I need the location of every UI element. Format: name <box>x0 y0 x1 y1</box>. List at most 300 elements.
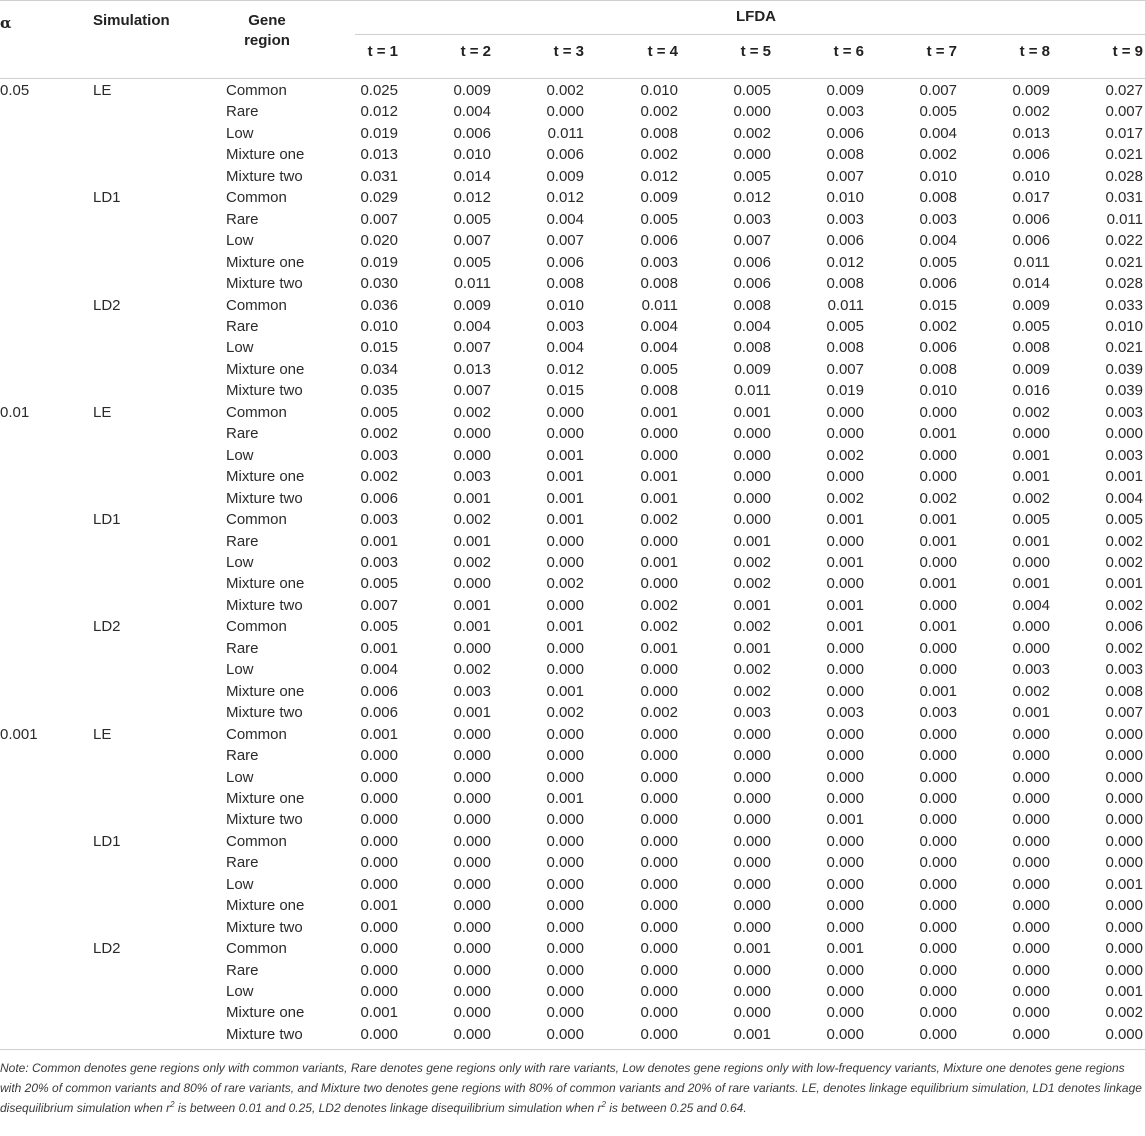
cell-value-t8: 0.008 <box>1012 339 1050 357</box>
cell-simulation: LE <box>93 725 112 743</box>
cell-value-t8: 0.000 <box>1012 768 1050 786</box>
cell-value-t1: 0.031 <box>360 167 398 185</box>
cell-value-t8: 0.006 <box>1012 146 1050 164</box>
cell-value-t9: 0.039 <box>1105 360 1143 378</box>
table-body <box>0 80 1145 1045</box>
cell-value-t7: 0.000 <box>919 983 957 1001</box>
cell-value-t6: 0.000 <box>826 854 864 872</box>
cell-value-t9: 0.003 <box>1105 403 1143 421</box>
header-t-8: t = 8 <box>1019 43 1050 60</box>
cell-value-t6: 0.002 <box>826 446 864 464</box>
cell-value-t3: 0.001 <box>546 468 584 486</box>
cell-gene-region: Rare <box>226 747 259 765</box>
cell-value-t9: 0.001 <box>1105 875 1143 893</box>
table-row <box>0 595 1145 616</box>
cell-value-t2: 0.007 <box>453 382 491 400</box>
cell-value-t4: 0.001 <box>640 639 678 657</box>
cell-value-t2: 0.000 <box>453 575 491 593</box>
cell-value-t2: 0.000 <box>453 940 491 958</box>
cell-value-t5: 0.000 <box>733 983 771 1001</box>
cell-value-t7: 0.000 <box>919 639 957 657</box>
cell-value-t6: 0.000 <box>826 575 864 593</box>
cell-value-t6: 0.000 <box>826 897 864 915</box>
cell-value-t3: 0.000 <box>546 725 584 743</box>
cell-value-t4: 0.000 <box>640 983 678 1001</box>
cell-value-t1: 0.003 <box>360 553 398 571</box>
header-divider <box>355 34 1145 35</box>
cell-gene-region: Rare <box>226 425 259 443</box>
cell-value-t6: 0.000 <box>826 1004 864 1022</box>
cell-gene-region: Mixture one <box>226 146 305 164</box>
cell-value-t7: 0.001 <box>919 618 957 636</box>
table-row <box>0 80 1145 101</box>
cell-value-t4: 0.000 <box>640 1004 678 1022</box>
cell-value-t8: 0.000 <box>1012 832 1050 850</box>
cell-value-t7: 0.001 <box>919 425 957 443</box>
cell-value-t4: 0.000 <box>640 747 678 765</box>
cell-value-t9: 0.011 <box>1106 210 1143 228</box>
cell-value-t6: 0.011 <box>827 296 864 314</box>
cell-value-t6: 0.000 <box>826 639 864 657</box>
cell-value-t1: 0.006 <box>360 704 398 722</box>
cell-value-t6: 0.000 <box>826 875 864 893</box>
cell-value-t7: 0.000 <box>919 468 957 486</box>
cell-gene-region: Mixture two <box>226 811 303 829</box>
cell-value-t5: 0.001 <box>733 532 771 550</box>
cell-value-t9: 0.001 <box>1105 468 1143 486</box>
cell-value-t3: 0.003 <box>546 317 584 335</box>
cell-value-t2: 0.000 <box>453 639 491 657</box>
cell-value-t2: 0.004 <box>453 317 491 335</box>
table-row <box>0 187 1145 208</box>
cell-value-t5: 0.000 <box>733 897 771 915</box>
cell-gene-region: Low <box>226 661 254 679</box>
cell-value-t3: 0.001 <box>546 511 584 529</box>
cell-value-t9: 0.021 <box>1105 146 1143 164</box>
cell-value-t2: 0.009 <box>453 82 491 99</box>
cell-value-t7: 0.000 <box>919 553 957 571</box>
cell-value-t4: 0.000 <box>640 811 678 829</box>
header-t-6: t = 6 <box>833 43 864 60</box>
cell-value-t7: 0.000 <box>919 854 957 872</box>
cell-value-t3: 0.000 <box>546 768 584 786</box>
table-row <box>0 616 1145 637</box>
cell-value-t8: 0.005 <box>1012 511 1050 529</box>
cell-gene-region: Common <box>226 725 287 743</box>
cell-value-t7: 0.000 <box>919 961 957 979</box>
cell-value-t9: 0.007 <box>1105 103 1143 121</box>
cell-value-t3: 0.006 <box>546 146 584 164</box>
cell-value-t9: 0.000 <box>1105 1025 1143 1043</box>
cell-alpha: 0.001 <box>0 725 38 743</box>
note-sup-2: 2 <box>601 1100 606 1110</box>
cell-value-t4: 0.005 <box>640 210 678 228</box>
cell-gene-region: Common <box>226 511 287 529</box>
cell-value-t3: 0.000 <box>546 854 584 872</box>
table-row <box>0 702 1145 723</box>
cell-value-t6: 0.007 <box>826 167 864 185</box>
cell-value-t3: 0.000 <box>546 639 584 657</box>
cell-value-t3: 0.000 <box>546 1025 584 1043</box>
cell-value-t2: 0.000 <box>453 768 491 786</box>
cell-value-t9: 0.033 <box>1105 296 1143 314</box>
cell-gene-region: Common <box>226 82 287 99</box>
cell-gene-region: Rare <box>226 532 259 550</box>
cell-value-t1: 0.006 <box>360 682 398 700</box>
cell-value-t2: 0.001 <box>453 704 491 722</box>
cell-value-t1: 0.013 <box>360 146 398 164</box>
cell-value-t6: 0.010 <box>826 189 864 207</box>
cell-value-t3: 0.009 <box>546 167 584 185</box>
cell-value-t7: 0.001 <box>919 532 957 550</box>
cell-value-t8: 0.016 <box>1012 382 1050 400</box>
cell-value-t9: 0.003 <box>1105 661 1143 679</box>
cell-value-t1: 0.010 <box>360 317 398 335</box>
cell-gene-region: Common <box>226 189 287 207</box>
cell-value-t9: 0.002 <box>1105 553 1143 571</box>
cell-value-t7: 0.005 <box>919 253 957 271</box>
table-row <box>0 852 1145 873</box>
cell-value-t5: 0.000 <box>733 489 771 507</box>
cell-value-t5: 0.002 <box>733 682 771 700</box>
cell-value-t2: 0.006 <box>453 124 491 142</box>
cell-value-t7: 0.005 <box>919 103 957 121</box>
cell-value-t3: 0.000 <box>546 983 584 1001</box>
cell-value-t1: 0.001 <box>360 725 398 743</box>
cell-value-t5: 0.000 <box>733 103 771 121</box>
header-t-5: t = 5 <box>740 43 771 60</box>
cell-value-t4: 0.000 <box>640 832 678 850</box>
cell-value-t9: 0.028 <box>1105 275 1143 293</box>
cell-simulation: LD1 <box>93 832 121 850</box>
cell-value-t4: 0.000 <box>640 532 678 550</box>
cell-value-t9: 0.003 <box>1105 446 1143 464</box>
cell-value-t3: 0.000 <box>546 918 584 936</box>
cell-value-t5: 0.003 <box>733 704 771 722</box>
table-row <box>0 209 1145 230</box>
cell-value-t9: 0.000 <box>1105 897 1143 915</box>
cell-value-t7: 0.004 <box>919 124 957 142</box>
header-t-2: t = 2 <box>460 43 491 60</box>
cell-value-t1: 0.015 <box>360 339 398 357</box>
cell-value-t3: 0.001 <box>546 789 584 807</box>
cell-value-t6: 0.001 <box>826 511 864 529</box>
cell-value-t6: 0.001 <box>826 553 864 571</box>
cell-value-t2: 0.005 <box>453 210 491 228</box>
table-row <box>0 101 1145 122</box>
cell-value-t5: 0.005 <box>733 82 771 99</box>
table-row <box>0 1002 1145 1023</box>
cell-value-t5: 0.000 <box>733 425 771 443</box>
cell-value-t5: 0.012 <box>733 189 771 207</box>
cell-value-t6: 0.012 <box>826 253 864 271</box>
cell-value-t3: 0.000 <box>546 425 584 443</box>
table-row <box>0 938 1145 959</box>
cell-value-t2: 0.000 <box>453 425 491 443</box>
cell-value-t1: 0.000 <box>360 983 398 1001</box>
cell-value-t1: 0.000 <box>360 961 398 979</box>
cell-value-t6: 0.000 <box>826 961 864 979</box>
table-row <box>0 831 1145 852</box>
table-row <box>0 573 1145 594</box>
cell-value-t4: 0.008 <box>640 382 678 400</box>
cell-value-t3: 0.001 <box>546 682 584 700</box>
cell-value-t7: 0.000 <box>919 747 957 765</box>
cell-value-t1: 0.002 <box>360 468 398 486</box>
cell-gene-region: Mixture two <box>226 382 303 400</box>
cell-value-t3: 0.010 <box>546 296 584 314</box>
cell-value-t2: 0.000 <box>453 918 491 936</box>
cell-value-t5: 0.001 <box>733 940 771 958</box>
table-row <box>0 423 1145 444</box>
cell-value-t4: 0.006 <box>640 232 678 250</box>
table-row <box>0 531 1145 552</box>
cell-value-t5: 0.002 <box>733 575 771 593</box>
cell-value-t8: 0.000 <box>1012 789 1050 807</box>
cell-value-t3: 0.004 <box>546 210 584 228</box>
cell-value-t7: 0.002 <box>919 489 957 507</box>
cell-value-t1: 0.019 <box>360 124 398 142</box>
cell-value-t9: 0.002 <box>1105 532 1143 550</box>
cell-value-t7: 0.010 <box>919 167 957 185</box>
cell-value-t7: 0.001 <box>919 575 957 593</box>
cell-gene-region: Low <box>226 553 254 571</box>
cell-value-t1: 0.002 <box>360 425 398 443</box>
cell-value-t5: 0.007 <box>733 232 771 250</box>
cell-value-t4: 0.004 <box>640 339 678 357</box>
cell-value-t8: 0.001 <box>1012 468 1050 486</box>
cell-value-t4: 0.000 <box>640 682 678 700</box>
cell-value-t8: 0.000 <box>1012 961 1050 979</box>
cell-value-t9: 0.000 <box>1105 789 1143 807</box>
cell-gene-region: Mixture one <box>226 1004 305 1022</box>
cell-value-t8: 0.001 <box>1012 446 1050 464</box>
cell-value-t6: 0.003 <box>826 704 864 722</box>
cell-value-t2: 0.002 <box>453 403 491 421</box>
cell-value-t9: 0.002 <box>1105 596 1143 614</box>
cell-value-t3: 0.001 <box>546 618 584 636</box>
cell-value-t1: 0.003 <box>360 446 398 464</box>
cell-simulation: LE <box>93 403 112 421</box>
cell-gene-region: Rare <box>226 317 259 335</box>
cell-value-t8: 0.001 <box>1012 575 1050 593</box>
cell-value-t7: 0.002 <box>919 317 957 335</box>
cell-value-t1: 0.020 <box>360 232 398 250</box>
cell-value-t4: 0.000 <box>640 446 678 464</box>
cell-value-t6: 0.006 <box>826 124 864 142</box>
cell-value-t7: 0.000 <box>919 940 957 958</box>
cell-value-t2: 0.005 <box>453 253 491 271</box>
cell-value-t4: 0.003 <box>640 253 678 271</box>
cell-gene-region: Mixture one <box>226 468 305 486</box>
cell-value-t7: 0.000 <box>919 596 957 614</box>
cell-value-t4: 0.000 <box>640 961 678 979</box>
cell-value-t9: 0.000 <box>1105 832 1143 850</box>
table-note <box>0 1050 1145 1118</box>
cell-value-t6: 0.007 <box>826 360 864 378</box>
cell-value-t3: 0.000 <box>546 832 584 850</box>
cell-gene-region: Low <box>226 875 254 893</box>
cell-value-t4: 0.001 <box>640 553 678 571</box>
cell-value-t5: 0.006 <box>733 253 771 271</box>
table-row <box>0 788 1145 809</box>
cell-value-t1: 0.000 <box>360 811 398 829</box>
cell-value-t7: 0.002 <box>919 146 957 164</box>
cell-value-t9: 0.000 <box>1105 725 1143 743</box>
table-row <box>0 295 1145 316</box>
cell-value-t8: 0.017 <box>1012 189 1050 207</box>
cell-value-t1: 0.001 <box>360 532 398 550</box>
cell-value-t7: 0.000 <box>919 725 957 743</box>
cell-value-t6: 0.001 <box>826 618 864 636</box>
cell-value-t6: 0.002 <box>826 489 864 507</box>
cell-gene-region: Common <box>226 940 287 958</box>
cell-value-t5: 0.000 <box>733 468 771 486</box>
cell-value-t9: 0.017 <box>1105 124 1143 142</box>
cell-value-t5: 0.005 <box>733 167 771 185</box>
cell-value-t5: 0.000 <box>733 725 771 743</box>
cell-value-t1: 0.000 <box>360 747 398 765</box>
cell-value-t1: 0.000 <box>360 768 398 786</box>
cell-value-t5: 0.000 <box>733 768 771 786</box>
cell-value-t5: 0.008 <box>733 296 771 314</box>
cell-value-t2: 0.000 <box>453 725 491 743</box>
cell-value-t6: 0.000 <box>826 682 864 700</box>
cell-value-t8: 0.000 <box>1012 811 1050 829</box>
cell-value-t5: 0.002 <box>733 618 771 636</box>
cell-value-t8: 0.014 <box>1012 275 1050 293</box>
cell-gene-region: Mixture one <box>226 897 305 915</box>
cell-value-t6: 0.001 <box>826 940 864 958</box>
cell-value-t9: 0.022 <box>1105 232 1143 250</box>
cell-value-t1: 0.000 <box>360 918 398 936</box>
cell-value-t5: 0.000 <box>733 747 771 765</box>
cell-value-t2: 0.000 <box>453 875 491 893</box>
cell-value-t9: 0.000 <box>1105 940 1143 958</box>
cell-value-t7: 0.000 <box>919 403 957 421</box>
cell-simulation: LE <box>93 82 112 99</box>
cell-value-t5: 0.002 <box>733 661 771 679</box>
table-row <box>0 1024 1145 1045</box>
note-text-2: is between 0.01 and 0.25, LD2 denotes linkage disequilibrium simulation when r <box>174 1101 602 1116</box>
table-row <box>0 359 1145 380</box>
cell-gene-region: Mixture one <box>226 682 305 700</box>
cell-value-t6: 0.000 <box>826 532 864 550</box>
cell-value-t4: 0.000 <box>640 940 678 958</box>
cell-value-t4: 0.000 <box>640 897 678 915</box>
cell-value-t4: 0.002 <box>640 511 678 529</box>
cell-value-t5: 0.006 <box>733 275 771 293</box>
cell-value-t6: 0.000 <box>826 425 864 443</box>
cell-value-t4: 0.008 <box>640 275 678 293</box>
table-row <box>0 767 1145 788</box>
cell-gene-region: Common <box>226 832 287 850</box>
cell-value-t6: 0.003 <box>826 210 864 228</box>
cell-value-t2: 0.000 <box>453 961 491 979</box>
cell-value-t3: 0.000 <box>546 596 584 614</box>
cell-value-t1: 0.012 <box>360 103 398 121</box>
table-row <box>0 166 1145 187</box>
cell-value-t4: 0.000 <box>640 854 678 872</box>
cell-value-t2: 0.000 <box>453 1025 491 1043</box>
cell-value-t8: 0.013 <box>1012 124 1050 142</box>
cell-gene-region: Mixture one <box>226 789 305 807</box>
table-row <box>0 123 1145 144</box>
cell-value-t9: 0.000 <box>1105 425 1143 443</box>
cell-simulation: LD2 <box>93 940 121 958</box>
cell-value-t3: 0.000 <box>546 553 584 571</box>
cell-value-t6: 0.000 <box>826 661 864 679</box>
table-row <box>0 316 1145 337</box>
cell-gene-region: Low <box>226 768 254 786</box>
cell-value-t2: 0.000 <box>453 747 491 765</box>
cell-value-t4: 0.012 <box>640 167 678 185</box>
cell-value-t3: 0.000 <box>546 103 584 121</box>
cell-value-t3: 0.000 <box>546 811 584 829</box>
cell-value-t7: 0.001 <box>919 511 957 529</box>
cell-value-t7: 0.000 <box>919 789 957 807</box>
cell-value-t8: 0.002 <box>1012 103 1050 121</box>
cell-value-t1: 0.000 <box>360 832 398 850</box>
cell-value-t6: 0.000 <box>826 768 864 786</box>
cell-value-t4: 0.002 <box>640 704 678 722</box>
table-row <box>0 917 1145 938</box>
table-row <box>0 681 1145 702</box>
header-t-4: t = 4 <box>647 43 678 60</box>
cell-value-t8: 0.002 <box>1012 489 1050 507</box>
note-text-3: is between 0.25 and 0.64. <box>605 1101 747 1116</box>
cell-value-t4: 0.005 <box>640 360 678 378</box>
cell-value-t4: 0.009 <box>640 189 678 207</box>
cell-value-t6: 0.006 <box>826 232 864 250</box>
cell-value-t4: 0.004 <box>640 317 678 335</box>
cell-value-t2: 0.001 <box>453 532 491 550</box>
cell-value-t6: 0.000 <box>826 725 864 743</box>
cell-value-t3: 0.000 <box>546 532 584 550</box>
cell-value-t7: 0.007 <box>919 82 957 99</box>
cell-value-t7: 0.003 <box>919 704 957 722</box>
cell-value-t7: 0.008 <box>919 189 957 207</box>
cell-value-t5: 0.000 <box>733 961 771 979</box>
cell-value-t2: 0.014 <box>453 167 491 185</box>
table-row <box>0 895 1145 916</box>
cell-value-t2: 0.002 <box>453 553 491 571</box>
table-row <box>0 724 1145 745</box>
note-sup-1: 2 <box>170 1100 175 1110</box>
cell-value-t6: 0.000 <box>826 403 864 421</box>
cell-value-t7: 0.000 <box>919 811 957 829</box>
table-row <box>0 380 1145 401</box>
cell-value-t8: 0.001 <box>1012 704 1050 722</box>
cell-gene-region: Low <box>226 983 254 1001</box>
cell-simulation: LD1 <box>93 511 121 529</box>
cell-value-t2: 0.007 <box>453 232 491 250</box>
cell-value-t8: 0.000 <box>1012 618 1050 636</box>
table-row <box>0 874 1145 895</box>
cell-value-t5: 0.000 <box>733 146 771 164</box>
cell-value-t6: 0.000 <box>826 918 864 936</box>
cell-gene-region: Rare <box>226 210 259 228</box>
table-row <box>0 230 1145 251</box>
cell-value-t6: 0.000 <box>826 468 864 486</box>
cell-value-t7: 0.000 <box>919 897 957 915</box>
cell-gene-region: Rare <box>226 103 259 121</box>
cell-value-t2: 0.001 <box>453 489 491 507</box>
cell-value-t8: 0.000 <box>1012 897 1050 915</box>
cell-value-t2: 0.000 <box>453 983 491 1001</box>
cell-value-t2: 0.013 <box>453 360 491 378</box>
cell-gene-region: Mixture two <box>226 1025 303 1043</box>
